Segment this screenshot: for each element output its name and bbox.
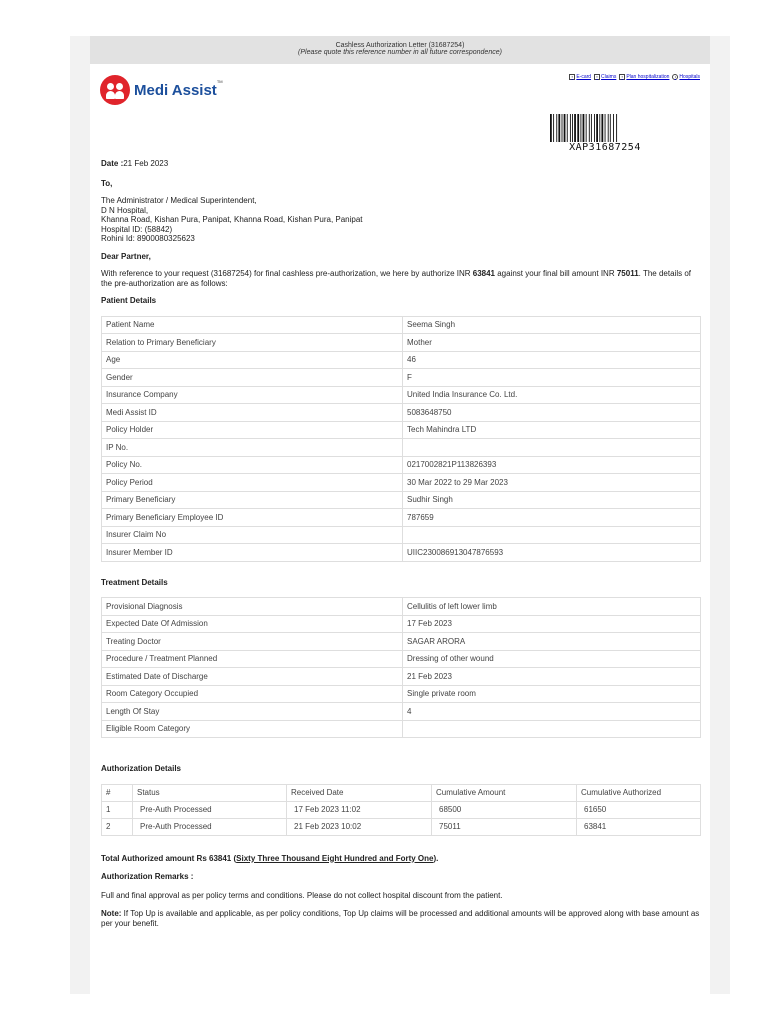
auth-cell: 68500 [432,801,577,818]
patient-label: Policy No. [102,456,403,474]
patient-label: Policy Holder [102,421,403,439]
treatment-row [102,720,701,738]
treatment-row [102,685,701,703]
treatment-value: Cellulitis of left lower limb [403,598,701,616]
patient-label: Age [102,351,403,369]
auth-cell: 17 Feb 2023 11:02 [287,801,432,818]
patient-value: Sudhir Singh [403,491,701,509]
patient-value: F [403,369,701,387]
address-line: Hospital ID: (58842) [101,224,173,234]
patient-value [403,439,701,457]
patient-row [102,404,701,422]
treatment-value: 21 Feb 2023 [403,668,701,686]
patient-row [102,456,701,474]
patient-value: UIIC230086913047876593 [403,544,701,562]
medi-assist-logo [100,76,223,104]
address-line: The Administrator / Medical Superintendent, [101,196,257,205]
ecard-link-label: E-card [576,74,592,80]
patient-value: United India Insurance Co. Ltd. [403,386,701,404]
patient-value: Mother [403,334,701,352]
date-value: 21 Feb 2023 [123,159,169,168]
patient-value [403,526,701,544]
patient-label: Primary Beneficiary Employee ID [102,509,403,527]
authorized-amount: 63841 [472,269,495,278]
auth-cell: 1 [102,801,133,818]
banner-title: Cashless Authorization Letter (31687254) [335,42,465,49]
remarks-heading: Authorization Remarks : [101,872,194,881]
auth-column-header: # [102,784,133,801]
address-line: D N Hospital, [101,205,149,215]
treatment-label: Provisional Diagnosis [102,598,403,616]
patient-row [102,316,701,334]
treatment-row [102,703,701,721]
treatment-details-heading: Treatment Details [101,577,168,587]
treatment-label: Treating Doctor [102,633,403,651]
plan-icon: ▪ [619,74,625,80]
treatment-row [102,615,701,633]
hospitals-icon: • [672,74,678,80]
auth-cell: 2 [102,818,133,835]
patient-value: Tech Mahindra LTD [403,421,701,439]
total-amount-words: Sixty Three Thousand Eight Hundred and Forty One [236,853,434,863]
treatment-label: Room Category Occupied [102,685,403,703]
patient-row [102,526,701,544]
auth-row [102,801,701,818]
patient-details-table [101,316,701,562]
address-line: Rohini Id: 8900080325623 [101,234,195,243]
intro-paragraph: With reference to your request (31687254) for final cashless pre-authorization, we here by authorize INR 63841 against your final bill amount INR 75011. The details of the pre-authorization are as follows: [101,269,691,288]
ecard-link[interactable] [569,74,591,80]
people-logo-icon [100,75,130,105]
page-background [70,36,730,994]
treatment-value: 4 [403,703,701,721]
note-paragraph [101,909,701,928]
hospitals-link-label: Hospitals [679,74,700,80]
treatment-label: Estimated Date of Discharge [102,668,403,686]
ecard-icon: ▪ [569,74,575,80]
patient-label: Insurer Member ID [102,544,403,562]
treatment-row [102,668,701,686]
patient-value: 30 Mar 2022 to 29 Mar 2023 [403,474,701,492]
top-links [569,74,700,80]
patient-row [102,421,701,439]
patient-row [102,474,701,492]
letter-date [101,159,701,169]
auth-column-header: Status [133,784,287,801]
auth-column-header: Received Date [287,784,432,801]
patient-row [102,369,701,387]
claims-link[interactable] [594,74,616,80]
patient-value: 787659 [403,509,701,527]
treatment-value: 17 Feb 2023 [403,615,701,633]
patient-row [102,491,701,509]
treatment-value: Dressing of other wound [403,650,701,668]
authorization-details-table [101,784,701,836]
auth-cell: 63841 [577,818,701,835]
treatment-row [102,650,701,668]
banner-subtitle: (Please quote this reference number in all future correspondence) [298,49,502,56]
patient-label: Insurance Company [102,386,403,404]
authorization-details-heading: Authorization Details [101,764,182,773]
letter-body [101,158,701,928]
patient-value: 0217002821P113826393 [403,456,701,474]
remarks-text: Full and final approval as per policy terms and conditions. Please do not collect hospital discount from the patient. [101,890,503,900]
treatment-value: Single private room [403,685,701,703]
treatment-row [102,633,701,651]
auth-cell: 61650 [577,801,701,818]
to-label: To, [101,178,113,188]
letter-sheet [90,36,710,994]
date-label: Date : [101,159,124,168]
note-label: Note: [101,909,122,918]
treatment-label: Expected Date Of Admission [102,615,403,633]
patient-row [102,544,701,562]
patient-value: 5083648750 [403,404,701,422]
patient-row [102,334,701,352]
logo-trademark: TM [216,78,223,84]
logo-name: Medi Assist [134,81,217,99]
patient-row [102,386,701,404]
patient-label: Relation to Primary Beneficiary [102,334,403,352]
hospitals-link[interactable] [672,74,700,80]
patient-value: 46 [403,351,701,369]
address-line: Khanna Road, Kishan Pura, Panipat, Khanna Road, Kishan Pura, Panipat [101,215,363,224]
bill-amount: 75011 [616,269,639,278]
treatment-label: Procedure / Treatment Planned [102,650,403,668]
patient-label: Patient Name [102,316,403,334]
plan-hospitalization-link[interactable] [619,74,669,80]
treatment-value: SAGAR ARORA [403,633,701,651]
auth-cell: 21 Feb 2023 10:02 [287,818,432,835]
claims-icon: ▪ [594,74,600,80]
patient-row [102,439,701,457]
total-authorized: Total Authorized amount Rs 63841 (Sixty Three Thousand Eight Hundred and Forty One). [101,853,439,863]
plan-link-label: Plan hospitalization [626,74,670,80]
patient-details-heading: Patient Details [101,296,157,305]
auth-cell: 75011 [432,818,577,835]
patient-row [102,351,701,369]
patient-value: Seema Singh [403,316,701,334]
patient-row [102,509,701,527]
auth-column-header: Cumulative Amount [432,784,577,801]
barcode-image [550,114,660,142]
patient-label: Insurer Claim No [102,526,403,544]
claims-link-label: Claims [601,74,617,80]
patient-label: Primary Beneficiary [102,491,403,509]
patient-label: Gender [102,369,403,387]
treatment-value [403,720,701,738]
treatment-details-table [101,597,701,738]
auth-column-header: Cumulative Authorized [577,784,701,801]
note-text: If Top Up is available and applicable, as per policy conditions, Top Up claims will be processed and additional amounts will be approved along with base amount as per your benefit. [101,909,700,928]
treatment-label: Length Of Stay [102,703,403,721]
reference-banner [90,36,710,64]
treatment-label: Eligible Room Category [102,720,403,738]
auth-cell: Pre-Auth Processed [133,818,287,835]
recipient-address [101,196,701,244]
barcode-number: XAP31687254 [569,142,641,153]
auth-row [102,818,701,835]
patient-label: Policy Period [102,474,403,492]
greeting: Dear Partner, [101,251,151,261]
patient-label: Medi Assist ID [102,404,403,422]
patient-label: IP No. [102,439,403,457]
treatment-row [102,598,701,616]
auth-cell: Pre-Auth Processed [133,801,287,818]
